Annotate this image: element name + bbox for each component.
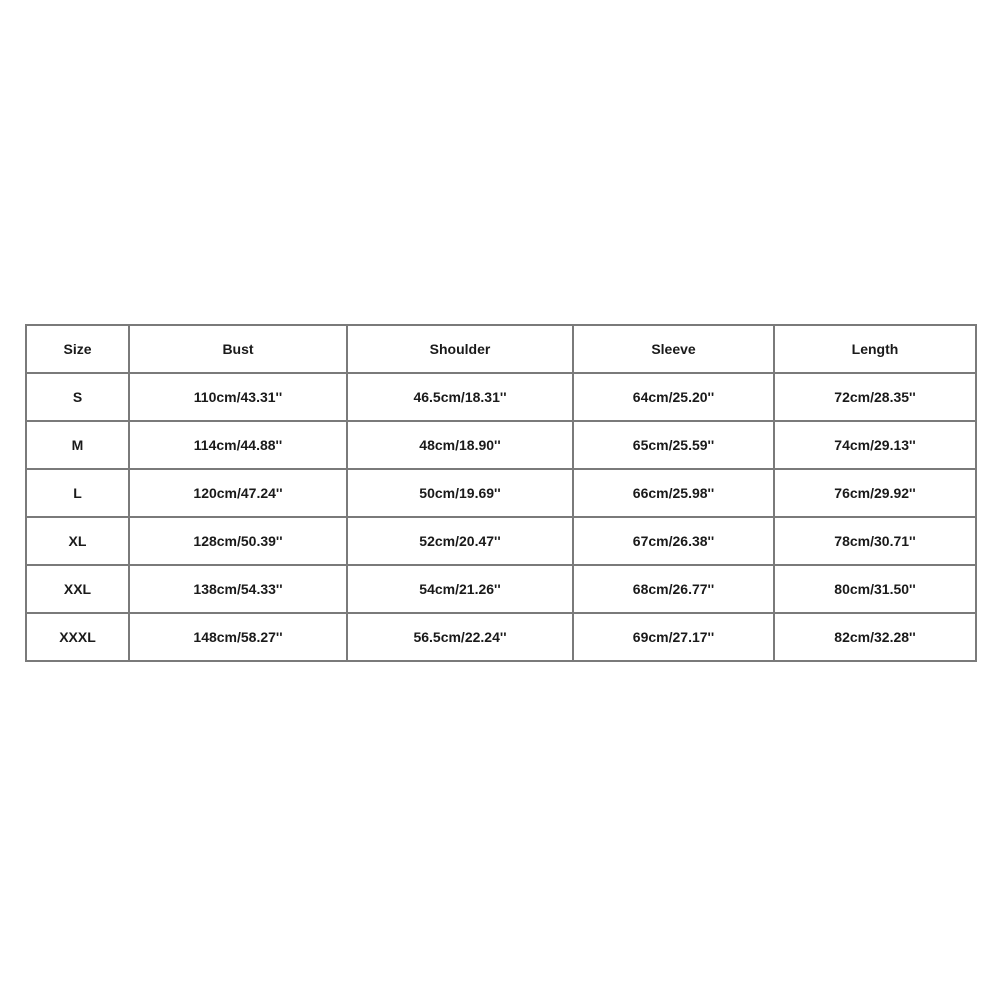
cell-length: 78cm/30.71'' xyxy=(774,517,976,565)
cell-length: 72cm/28.35'' xyxy=(774,373,976,421)
cell-size: M xyxy=(26,421,129,469)
table-row xyxy=(26,469,976,517)
header-length: Length xyxy=(774,325,976,373)
cell-bust: 110cm/43.31'' xyxy=(129,373,347,421)
cell-sleeve: 65cm/25.59'' xyxy=(573,421,774,469)
cell-shoulder: 52cm/20.47'' xyxy=(347,517,573,565)
cell-size: XL xyxy=(26,517,129,565)
table-header xyxy=(26,325,976,373)
size-chart-table xyxy=(25,324,977,662)
cell-sleeve: 68cm/26.77'' xyxy=(573,565,774,613)
cell-shoulder: 56.5cm/22.24'' xyxy=(347,613,573,661)
table-body xyxy=(26,373,976,661)
cell-size: L xyxy=(26,469,129,517)
cell-bust: 148cm/58.27'' xyxy=(129,613,347,661)
header-shoulder: Shoulder xyxy=(347,325,573,373)
cell-length: 76cm/29.92'' xyxy=(774,469,976,517)
header-sleeve: Sleeve xyxy=(573,325,774,373)
cell-bust: 128cm/50.39'' xyxy=(129,517,347,565)
cell-size: XXL xyxy=(26,565,129,613)
cell-length: 82cm/32.28'' xyxy=(774,613,976,661)
cell-bust: 120cm/47.24'' xyxy=(129,469,347,517)
cell-sleeve: 69cm/27.17'' xyxy=(573,613,774,661)
header-bust: Bust xyxy=(129,325,347,373)
cell-bust: 138cm/54.33'' xyxy=(129,565,347,613)
cell-sleeve: 67cm/26.38'' xyxy=(573,517,774,565)
cell-sleeve: 66cm/25.98'' xyxy=(573,469,774,517)
header-row xyxy=(26,325,976,373)
table-row xyxy=(26,565,976,613)
cell-sleeve: 64cm/25.20'' xyxy=(573,373,774,421)
cell-length: 74cm/29.13'' xyxy=(774,421,976,469)
cell-shoulder: 46.5cm/18.31'' xyxy=(347,373,573,421)
cell-bust: 114cm/44.88'' xyxy=(129,421,347,469)
header-size: Size xyxy=(26,325,129,373)
cell-length: 80cm/31.50'' xyxy=(774,565,976,613)
table-row xyxy=(26,517,976,565)
cell-shoulder: 50cm/19.69'' xyxy=(347,469,573,517)
table-row xyxy=(26,613,976,661)
table-row xyxy=(26,373,976,421)
cell-shoulder: 48cm/18.90'' xyxy=(347,421,573,469)
cell-shoulder: 54cm/21.26'' xyxy=(347,565,573,613)
cell-size: XXXL xyxy=(26,613,129,661)
table-row xyxy=(26,421,976,469)
cell-size: S xyxy=(26,373,129,421)
